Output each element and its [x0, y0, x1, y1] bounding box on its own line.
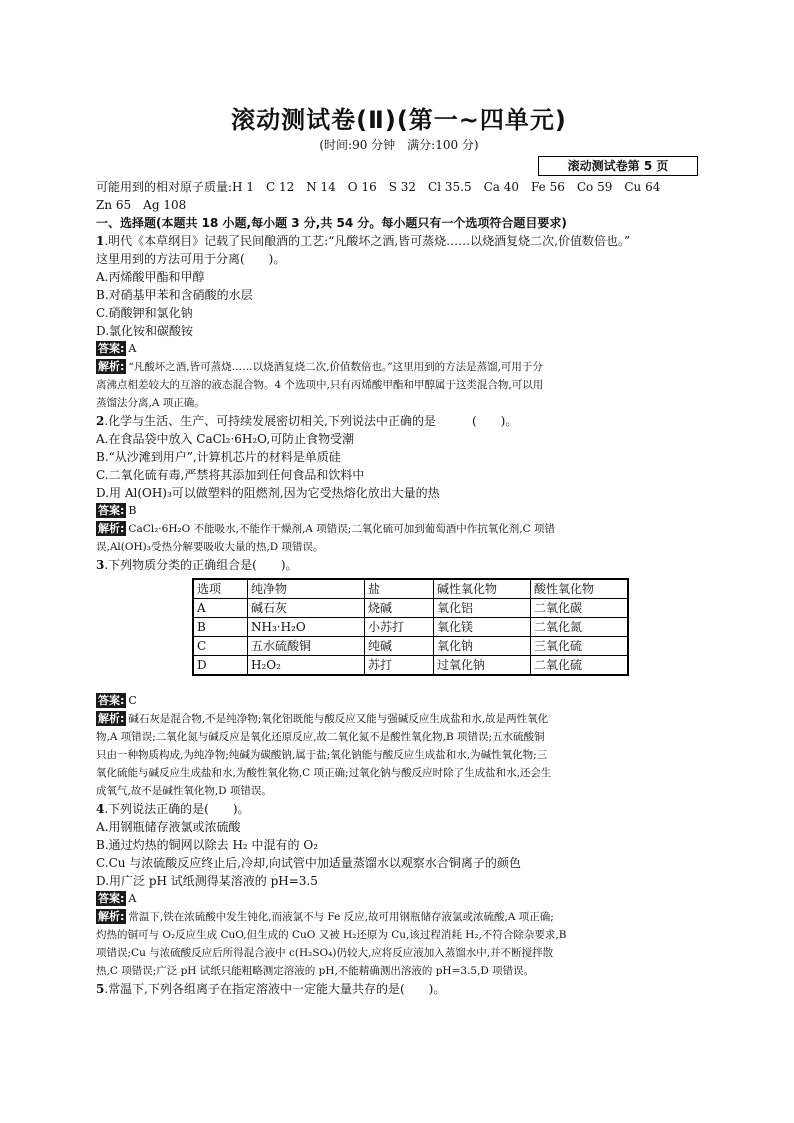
analysis-badge: 解析:	[98, 712, 125, 725]
table-cell: 五水硫酸铜	[248, 637, 365, 656]
table-row	[193, 656, 628, 676]
answer-badge: 答案:	[98, 892, 125, 905]
table-cell: 氧化镁	[434, 618, 531, 637]
table-header: 选项	[193, 579, 248, 599]
analysis-text: 离沸点相差较大的互溶的液态混合物。4 个选项中,只有丙烯酸甲酯和甲醇属于这类混合物,可以用	[96, 379, 544, 391]
option-a: A.丙烯酸甲酯和甲醇	[96, 270, 205, 284]
answer-value: A	[128, 892, 137, 905]
page-title: 滚动测试卷(Ⅱ)(第一~四单元)	[231, 106, 567, 134]
table-header-row	[193, 579, 628, 599]
page-tag-label: 滚动测试卷第 5 页	[567, 159, 669, 173]
analysis-text: 灼热的铜可与 O₂反应生成 CuO,但生成的 CuO 又被 H₂还原为 Cu,该过程消耗 H₂,不符合除杂要求,B	[96, 929, 567, 941]
analysis-text: 蒸馏法分离,A 项正确。	[96, 397, 205, 409]
option-d: D.用 Al(OH)₃可以做塑料的阻燃剂,因为它受热熔化放出大量的热	[96, 486, 440, 500]
question-3	[96, 556, 702, 800]
answer-value: B	[128, 504, 137, 517]
table-header: 盐	[365, 579, 434, 599]
table-row	[193, 599, 628, 618]
table-row	[193, 618, 628, 637]
option-a: A.在食品袋中放入 CaCl₂·6H₂O,可防止食物受潮	[96, 432, 355, 446]
table-cell: 碱石灰	[248, 599, 365, 618]
question-stem: .下列物质分类的正确组合是( )。	[104, 558, 298, 572]
table-cell: B	[193, 618, 248, 637]
table-cell: 小苏打	[365, 618, 434, 637]
question-stem: .明代《本草纲目》记载了民间酿酒的工艺:“凡酸坏之酒,皆可蒸烧……以烧酒复烧二次,价值数倍也。”	[104, 234, 631, 248]
option-c: C.二氧化硫有毒,严禁将其添加到任何食品和饮料中	[96, 468, 365, 482]
option-a: A.用钢瓶储存液氯或浓硫酸	[96, 820, 241, 834]
exam-time-score: (时间:90 分钟 满分:100 分)	[319, 138, 479, 152]
answer-badge: 答案:	[98, 694, 125, 707]
analysis-text: 常温下,铁在浓硫酸中发生钝化,而液氯不与 Fe 反应,故可用钢瓶储存液氯或浓硫酸,A 项正确;	[128, 911, 554, 923]
table-cell: 二氧化硫	[531, 656, 629, 676]
question-stem: .常温下,下列各组离子在指定溶液中一定能大量共存的是( )。	[104, 982, 446, 996]
atomic-masses-line2: Zn 65 Ag 108	[96, 198, 187, 212]
answer-value: C	[128, 694, 137, 707]
question-4	[96, 800, 702, 980]
table-header: 纯净物	[248, 579, 365, 599]
table-cell: H₂O₂	[248, 656, 365, 676]
table-cell: 氧化铝	[434, 599, 531, 618]
atomic-masses-line1: 可能用到的相对原子质量:H 1 C 12 N 14 O 16 S 32 Cl 35.5 Ca 40 Fe 56 Co 59 Cu 64	[96, 180, 661, 194]
option-c: C.Cu 与浓硫酸反应终止后,冷却,向试管中加适量蒸馏水以观察水合铜离子的颜色	[96, 856, 521, 870]
table-cell: NH₃·H₂O	[248, 618, 365, 637]
question-number: 2	[96, 414, 105, 428]
table-cell: C	[193, 637, 248, 656]
analysis-text: 碱石灰是混合物,不是纯净物;氧化铝既能与酸反应又能与强碱反应生成盐和水,故是两性氧化	[128, 713, 549, 725]
table-row	[193, 637, 628, 656]
table-cell: 二氧化碳	[531, 599, 629, 618]
analysis-text: 成氧气,故不是碱性氧化物,D 项错误。	[96, 785, 272, 797]
analysis-text: “凡酸坏之酒,皆可蒸烧……以烧酒复烧二次,价值数倍也。”这里用到的方法是蒸馏,可用于分	[128, 361, 543, 373]
question-stem: .化学与生活、生产、可持续发展密切相关,下列说法中正确的是 ( )。	[104, 414, 518, 428]
table-cell: 纯碱	[365, 637, 434, 656]
section-heading: 一、选择题(本题共 18 小题,每小题 3 分,共 54 分。每小题只有一个选项符合题目要求)	[96, 216, 567, 230]
table-cell: 过氧化钠	[434, 656, 531, 676]
question-number: 5	[96, 982, 105, 996]
table-cell: 氧化钠	[434, 637, 531, 656]
analysis-text: 只由一种物质构成,为纯净物;纯碱为碳酸钠,属于盐;氧化钠能与酸反应生成盐和水,为碱性氧化物;三	[96, 749, 548, 761]
question-1	[96, 232, 702, 412]
option-d: D.氯化铵和碳酸铵	[96, 324, 194, 338]
analysis-text: 氧化硫能与碱反应生成盐和水,为酸性氧化物,C 项正确;过氧化钠与酸反应时除了生成盐和水,还会生	[96, 767, 552, 779]
exam-body	[96, 178, 702, 998]
analysis-badge: 解析:	[98, 910, 125, 923]
table-header: 酸性氧化物	[531, 579, 629, 599]
analysis-text: CaCl₂·6H₂O 不能吸水,不能作干燥剂,A 项错误;二氧化硫可加到葡萄酒中作抗氧化剂,C 项错	[128, 523, 555, 535]
answer-value: A	[128, 342, 137, 355]
question-number: 1	[96, 234, 105, 248]
answer-badge: 答案:	[98, 504, 125, 517]
table-header: 碱性氧化物	[434, 579, 531, 599]
analysis-badge: 解析:	[98, 522, 125, 535]
question-2	[96, 412, 702, 556]
question-stem: .下列说法正确的是( )。	[104, 802, 250, 816]
option-d: D.用广泛 pH 试纸测得某溶液的 pH=3.5	[96, 874, 318, 888]
question-number: 4	[96, 802, 105, 816]
analysis-text: 误,Al(OH)₃受热分解要吸收大量的热,D 项错误。	[96, 541, 324, 553]
analysis-text: 热,C 项错误;广泛 pH 试纸只能粗略测定溶液的 pH,不能精确测出溶液的 pH=3.5,D 项错误。	[96, 965, 535, 977]
analysis-text: 项错误;Cu 与浓硫酸反应后所得混合液中 c(H₂SO₄)仍较大,应将反应液加入蒸馏水中,并不断搅拌散	[96, 947, 554, 959]
question-5	[96, 980, 702, 998]
option-b: B.通过灼热的铜网以除去 H₂ 中混有的 O₂	[96, 838, 319, 852]
table-cell: 二氧化氮	[531, 618, 629, 637]
classification-table	[192, 578, 629, 676]
table-cell: A	[193, 599, 248, 618]
analysis-badge: 解析:	[98, 360, 125, 373]
table-cell: 苏打	[365, 656, 434, 676]
option-b: B.“从沙滩到用户”,计算机芯片的材料是单质硅	[96, 450, 341, 464]
option-c: C.硝酸钾和氯化钠	[96, 306, 193, 320]
answer-badge: 答案:	[98, 342, 125, 355]
page-tag	[538, 156, 698, 176]
table-cell: 烧碱	[365, 599, 434, 618]
question-stem-cont: 这里用到的方法可用于分离( )。	[96, 252, 286, 266]
table-cell: D	[193, 656, 248, 676]
analysis-text: 物,A 项错误;二氧化氮与碱反应是氧化还原反应,故二氧化氮不是酸性氧化物,B 项错误;五水硫酸铜	[96, 731, 545, 743]
table-cell: 三氧化硫	[531, 637, 629, 656]
question-number: 3	[96, 558, 105, 572]
option-b: B.对硝基甲苯和含硝酸的水层	[96, 288, 253, 302]
